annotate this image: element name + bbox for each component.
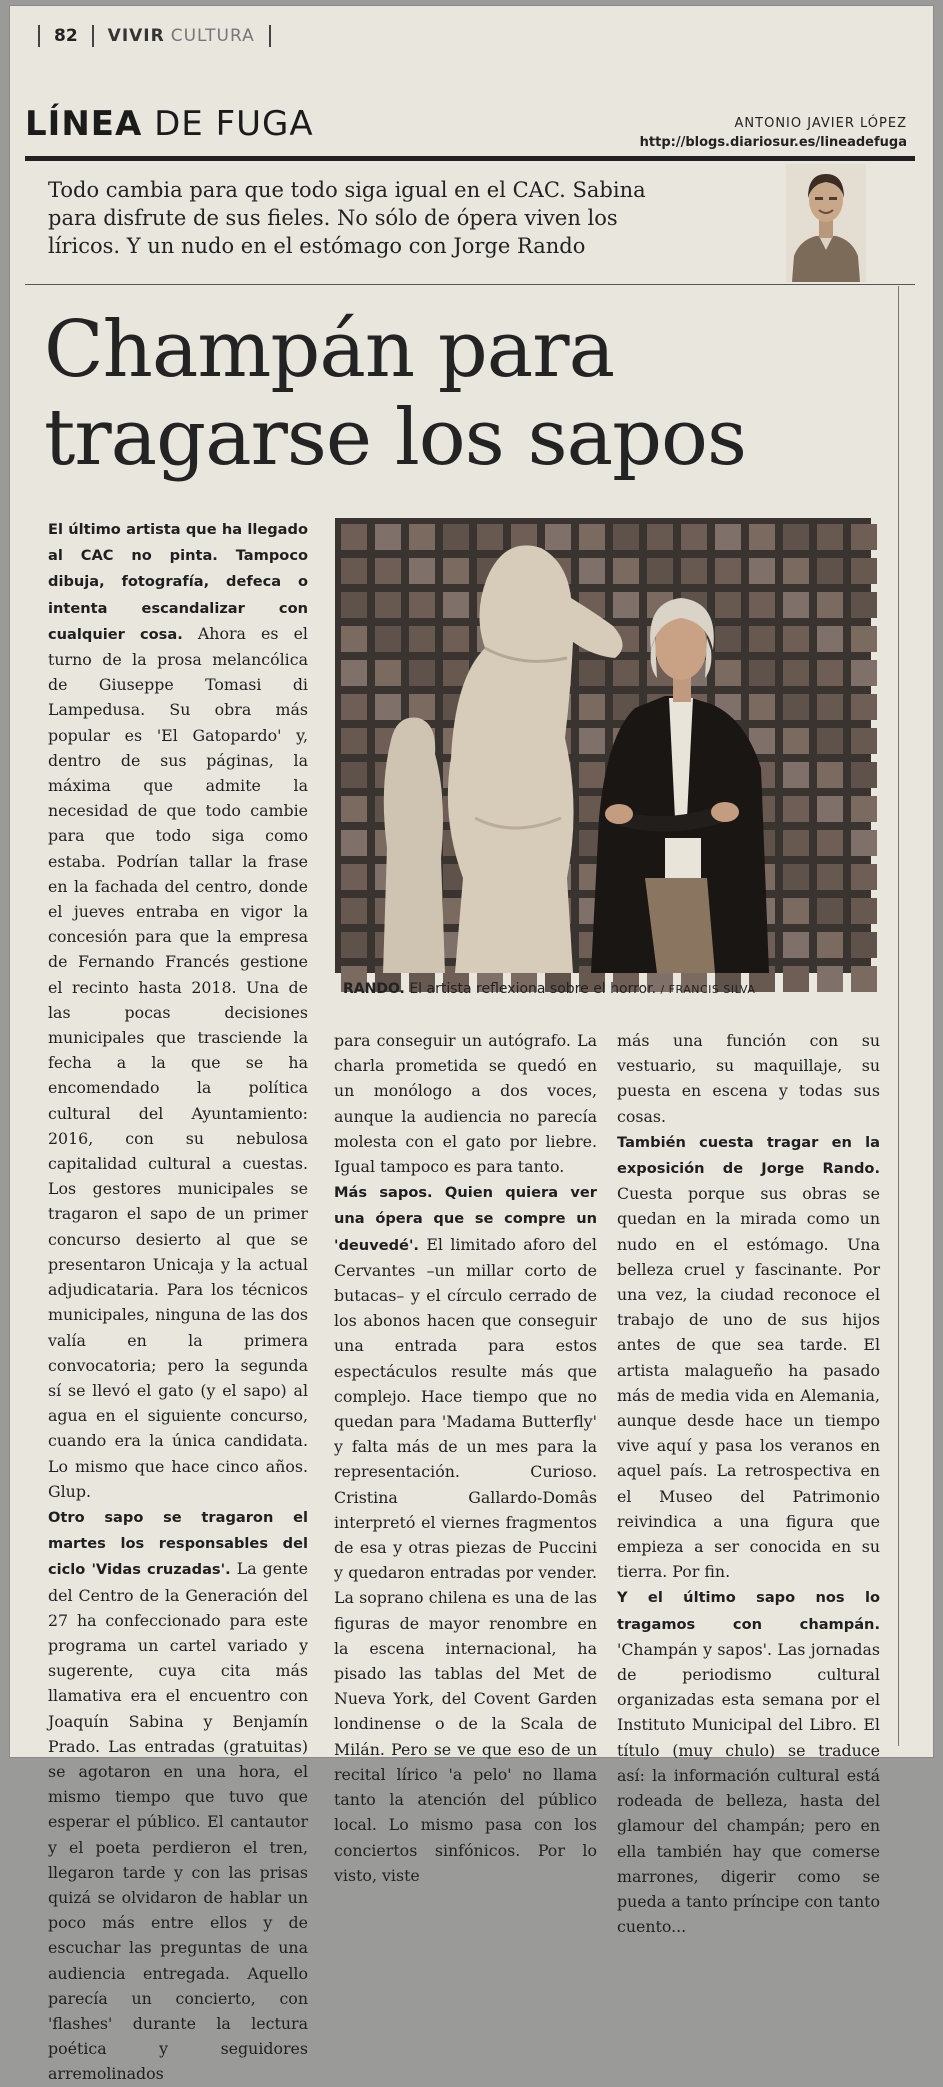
background-tile bbox=[783, 558, 809, 584]
background-tile bbox=[341, 830, 367, 856]
article-column-2 bbox=[334, 1028, 597, 1888]
background-tile bbox=[613, 660, 639, 686]
paragraph bbox=[617, 1129, 880, 1585]
background-tile bbox=[613, 592, 639, 618]
background-tile bbox=[817, 660, 843, 686]
blog-url: http://blogs.diariosur.es/lineadefuga bbox=[639, 135, 907, 150]
paragraph-lead: Y el último sapo nos lo tragamos con champán. bbox=[617, 1589, 880, 1633]
paragraph bbox=[334, 1179, 597, 1888]
paragraph-lead: Más sapos. Quien quiera ver una ópera que se compre un 'deuvedé'. bbox=[334, 1184, 597, 1254]
background-tile bbox=[817, 524, 843, 550]
paragraph-body: más una función con su vestuario, su maquillaje, su puesta en escena y todas sus cosas. bbox=[617, 1031, 880, 1126]
background-tile bbox=[783, 592, 809, 618]
background-tile bbox=[375, 558, 401, 584]
paragraph-body: Ahora es el turno de la prosa melancólica de Giuseppe Tomasi di Lampedusa. Su obra más popular es 'El Gatopardo' y, dentro de sus páginas, la máxima que admite la necesidad de que todo cambie para que todo siga como estaba. Podrían tallar la frase en la fachada del centro, donde el jueves entraba en vigor la concesión para que la empresa de Fernando Francés gestione el recinto hasta 2018. Una de las pocas decisiones municipales que trasciende la fecha a la que se ha encomendado la política cultural del Ayuntamiento: 2016, con su nebulosa capitalidad cultural a cuestas. Los gestores municipales se tragaron el sapo de un primer concurso desierto al que se presentaron Unicaja y la actual adjudicataria. Para los técnicos municipales, ninguna de las dos valía en la primera convocatoria; pero la segunda sí se llevó el gato (y el sapo) al agua en el siguiente concurso, cuando era la única candidata. Lo mismo que hace cinco años. Glup. bbox=[48, 623, 308, 1501]
background-tile bbox=[409, 660, 435, 686]
background-tile bbox=[341, 592, 367, 618]
background-tile bbox=[749, 660, 775, 686]
background-tile bbox=[851, 898, 877, 924]
background-tile bbox=[851, 830, 877, 856]
background-tile bbox=[749, 694, 775, 720]
paragraph bbox=[334, 1028, 597, 1179]
paragraph-lead: También cuesta tragar en la exposición de Jorge Rando. bbox=[617, 1133, 880, 1178]
background-tile bbox=[851, 558, 877, 584]
background-tile bbox=[409, 524, 435, 550]
background-tile bbox=[817, 626, 843, 652]
background-tile bbox=[783, 728, 809, 754]
background-tile bbox=[579, 694, 605, 720]
paragraph-body: El limitado aforo del Cervantes –un millar corto de butacas– y el círculo cerrado de los abonos hacen que conseguir una entrada para estos espectáculos resulte más que complejo. Hace tiempo que no quedan para 'Madama Butterfly' y falta más de un mes para la representación. Curioso. Cristina Gallardo-Domâs interpretó el viernes fragmentos de esa y otras piezas de Puccini y quedaron entradas por vender. La soprano chilena es una de las figuras de mayor renombre en la escena internacional, ha pisado las tablas del Met de Nueva York, del Covent Garden londinense o de la Scala de Milán. Pero se ve que eso de un recital lírico 'a pelo' no llama tanto la atención del público local. Lo mismo pasa con los conciertos sinfónicos. Por lo visto, viste bbox=[334, 1234, 597, 1885]
background-tile bbox=[341, 660, 367, 686]
paragraph-body: para conseguir un autógrafo. La charla prometida se quedó en un monólogo a dos voces, aunque la audiencia no parecía molesta con el gato por liebre. Igual tampoco es para tanto. bbox=[334, 1031, 597, 1177]
background-tile bbox=[715, 558, 741, 584]
background-tile bbox=[443, 626, 469, 652]
background-tile bbox=[851, 932, 877, 958]
background-tile bbox=[341, 762, 367, 788]
background-tile bbox=[851, 626, 877, 652]
paragraph bbox=[48, 1504, 308, 2087]
background-tile bbox=[817, 932, 843, 958]
background-tile bbox=[783, 762, 809, 788]
running-header bbox=[24, 22, 285, 50]
article-column-3 bbox=[617, 1028, 880, 1939]
divider bbox=[38, 25, 40, 47]
background-tile bbox=[783, 932, 809, 958]
background-tile bbox=[375, 660, 401, 686]
background-tile bbox=[851, 762, 877, 788]
background-tile bbox=[409, 626, 435, 652]
background-tile bbox=[613, 558, 639, 584]
photo-credit: / FRANCIS SILVA bbox=[660, 983, 756, 996]
paragraph-body: 'Champán y sapos'. Las jornadas de periodismo cultural organizadas esta semana por el Instituto Municipal del Libro. El título (muy chulo) se traduce así: la información cultural está rodeada de belleza, hasta del glamour del champán; pero en ella también hay que comerse marrones, digerir como se pueda a tanto príncipe con tanto cuento... bbox=[617, 1639, 880, 1937]
background-tile bbox=[817, 830, 843, 856]
background-tile bbox=[443, 592, 469, 618]
background-tile bbox=[341, 558, 367, 584]
column-rule bbox=[898, 286, 899, 1746]
background-tile bbox=[375, 524, 401, 550]
background-tile bbox=[647, 558, 673, 584]
background-tile bbox=[681, 558, 707, 584]
column-header bbox=[25, 102, 915, 160]
summary-rule bbox=[25, 284, 915, 285]
paragraph-lead: Otro sapo se tragaron el martes los responsables del ciclo 'Vidas cruzadas'. bbox=[48, 1508, 308, 1579]
background-tile bbox=[545, 524, 571, 550]
background-tile bbox=[341, 932, 367, 958]
background-tile bbox=[749, 558, 775, 584]
summary: Todo cambia para que todo siga igual en el CAC. Sabina para disfrute de sus fieles. No sólo de ópera viven los líricos. Y un nudo en el estómago con Jorge Rando bbox=[48, 178, 646, 258]
background-tile bbox=[341, 796, 367, 822]
caption-subject: RANDO. bbox=[343, 981, 405, 997]
caption-text: El artista reflexiona sobre el horror. bbox=[409, 981, 657, 997]
background-tile bbox=[579, 660, 605, 686]
headline: Champán para tragarse los sapos bbox=[44, 305, 747, 483]
background-tile bbox=[851, 660, 877, 686]
background-tile bbox=[375, 694, 401, 720]
background-tile bbox=[715, 660, 741, 686]
background-tile bbox=[443, 558, 469, 584]
background-tile bbox=[783, 830, 809, 856]
background-tile bbox=[409, 694, 435, 720]
background-tile bbox=[375, 626, 401, 652]
background-tile bbox=[477, 524, 503, 550]
divider bbox=[92, 25, 94, 47]
background-tile bbox=[851, 694, 877, 720]
background-tile bbox=[783, 626, 809, 652]
background-tile bbox=[817, 558, 843, 584]
paragraph bbox=[617, 1584, 880, 1939]
background-tile bbox=[613, 524, 639, 550]
photo-caption bbox=[343, 981, 883, 997]
background-tile bbox=[715, 592, 741, 618]
background-tile bbox=[817, 728, 843, 754]
background-tile bbox=[341, 694, 367, 720]
background-tile bbox=[851, 524, 877, 550]
paragraph-lead: El último artista que ha llegado al CAC no pinta. Tampoco dibuja, fotografía, defeca o intenta escandalizar con cualquier cosa. bbox=[48, 521, 308, 643]
column-name-bold: LÍNEA bbox=[25, 104, 143, 144]
background-tile bbox=[443, 524, 469, 550]
background-tile bbox=[579, 524, 605, 550]
background-tile bbox=[851, 864, 877, 890]
background-tile bbox=[749, 592, 775, 618]
background-tile bbox=[783, 660, 809, 686]
background-tile bbox=[817, 592, 843, 618]
newspaper-page bbox=[10, 6, 933, 2084]
background-tile bbox=[783, 898, 809, 924]
background-tile bbox=[681, 524, 707, 550]
background-tile bbox=[409, 592, 435, 618]
background-tile bbox=[749, 524, 775, 550]
background-tile bbox=[647, 524, 673, 550]
background-tile bbox=[817, 898, 843, 924]
background-tile bbox=[851, 796, 877, 822]
background-tile bbox=[783, 796, 809, 822]
background-tile bbox=[817, 864, 843, 890]
background-tile bbox=[341, 626, 367, 652]
header-rule bbox=[25, 156, 915, 161]
divider bbox=[269, 25, 271, 47]
background-tile bbox=[817, 694, 843, 720]
background-tile bbox=[715, 626, 741, 652]
paragraph-body: Cuesta porque sus obras se quedan en la mirada como un nudo en el estómago. Una belleza cruel y fascinante. Por una vez, la ciudad reconoce el trabajo de uno de sus hijos antes de que sea tarde. El artista malagueño ha pasado más de media vida en Alemania, aunque desde hace un tiempo vive aquí y pasa los veranos en aquel país. La retrospectiva en el Museo del Patrimonio reivindica a una figura que empieza a ser conocida en su tierra. Por fin. bbox=[617, 1184, 880, 1582]
column-name-rest: DE FUGA bbox=[154, 104, 314, 144]
author-portrait bbox=[786, 164, 866, 282]
paragraph bbox=[617, 1028, 880, 1129]
background-tile bbox=[579, 728, 605, 754]
author-name: ANTONIO JAVIER LÓPEZ bbox=[734, 116, 907, 131]
background-tile bbox=[579, 558, 605, 584]
background-tile bbox=[409, 558, 435, 584]
background-tile bbox=[817, 796, 843, 822]
background-tile bbox=[341, 728, 367, 754]
photo-artist-with-sculpture bbox=[335, 518, 871, 973]
background-tile bbox=[341, 864, 367, 890]
background-tile bbox=[341, 524, 367, 550]
section-subname: CULTURA bbox=[170, 26, 255, 46]
background-tile bbox=[375, 592, 401, 618]
paragraph bbox=[48, 516, 308, 1504]
section-name: VIVIR bbox=[107, 26, 165, 46]
background-tile bbox=[851, 728, 877, 754]
background-tile bbox=[783, 864, 809, 890]
background-tile bbox=[783, 524, 809, 550]
column-name bbox=[25, 104, 314, 144]
author-block bbox=[640, 116, 907, 150]
background-tile bbox=[783, 694, 809, 720]
background-tile bbox=[851, 592, 877, 618]
page-number: 82 bbox=[54, 26, 78, 46]
background-tile bbox=[715, 524, 741, 550]
paragraph-body: La gente del Centro de la Generación del 27 ha confeccionado para este programa un cartel variado y sugerente, cuya cita más llamativa era el encuentro con Joaquín Sabina y Benjamín Prado. Las entradas (gratuitas) se agotaron en una hora, el mismo tiempo que tuvo que esperar el público. El cantautor y el poeta perdieron el tren, llegaron tarde y con las prisas quizá se olvidaron de hablar un poco más entre ellos y de escuchar las preguntas de una audiencia entregada. Aquello parecía un concierto, con 'flashes' durante la lectura poética y seguidores arremolinados bbox=[48, 1559, 308, 2084]
background-tile bbox=[579, 762, 605, 788]
background-tile bbox=[817, 762, 843, 788]
background-tile bbox=[341, 898, 367, 924]
article-column-1 bbox=[48, 516, 308, 2087]
background-tile bbox=[749, 626, 775, 652]
